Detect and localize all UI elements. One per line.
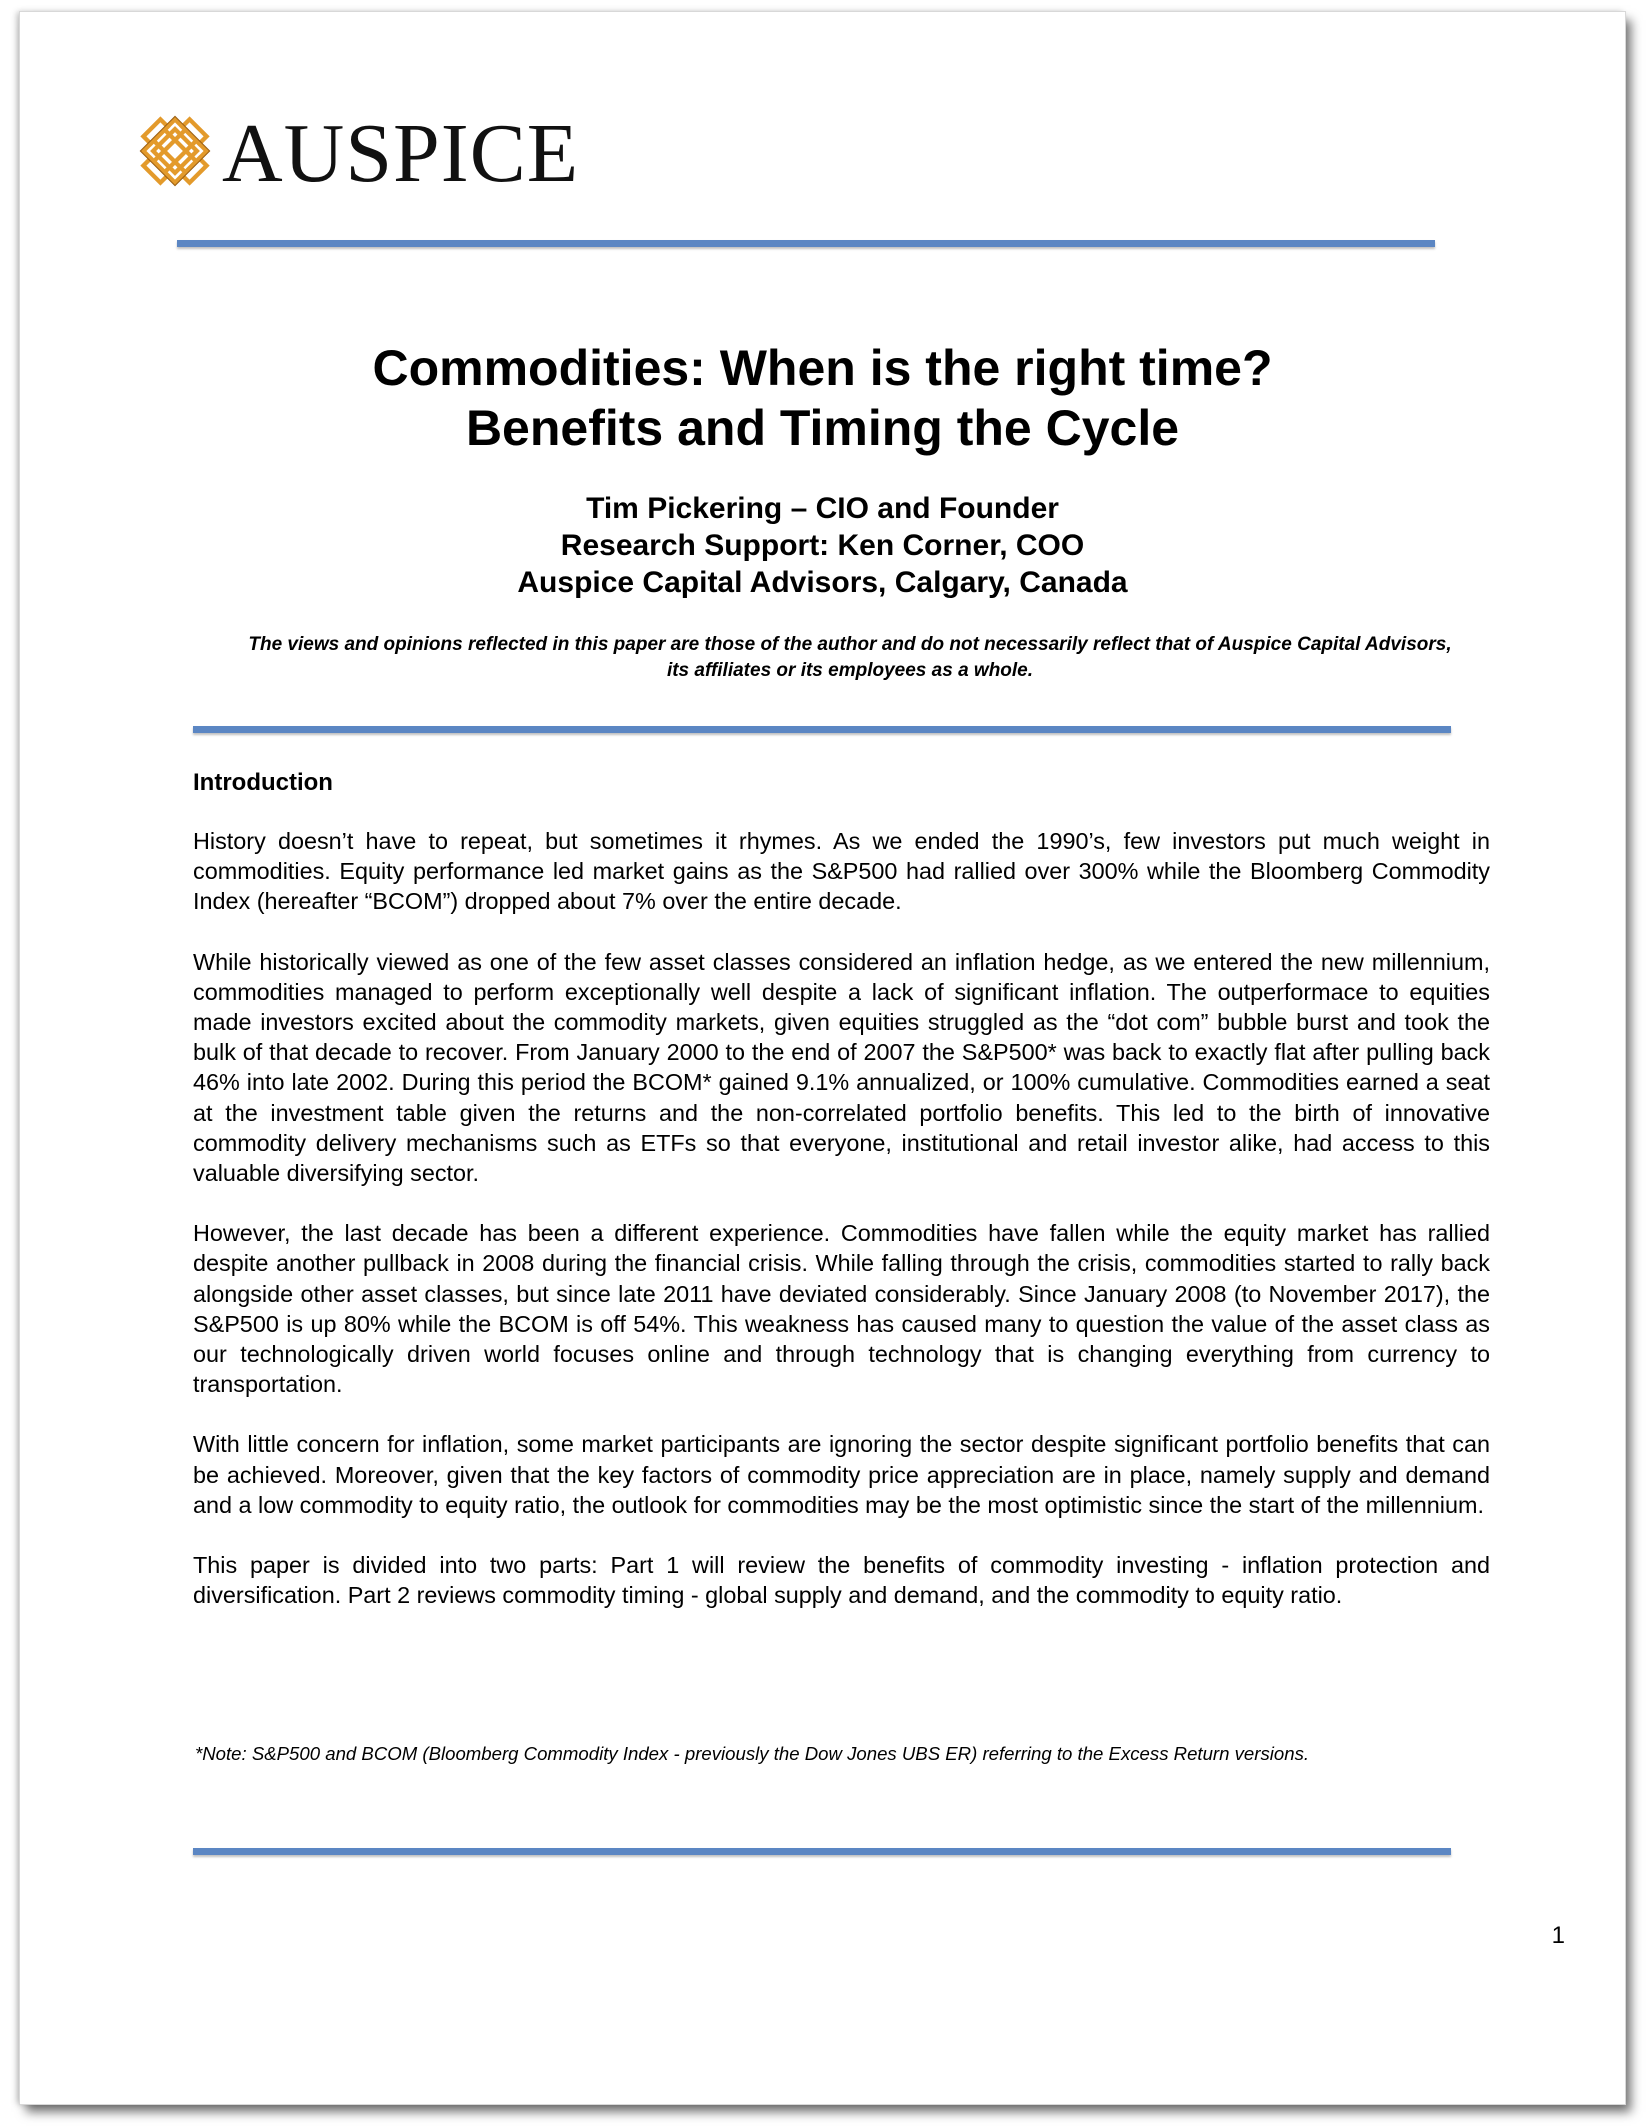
disclaimer-line-1: The views and opinions reflected in this paper are those of the author and do not necessarily reflect that of Auspice Capital Advisors, xyxy=(248,634,1452,655)
body-paragraph: With little concern for inflation, some market participants are ignoring the sector despite significant portfolio benefits that can be achieved. Moreover, given that the key factors of commodity price appreciation are in place, namely supply and demand and a low commodity to equity ratio, the outlook for commodities may be the most optimistic since the start of the millennium. xyxy=(193,1431,1490,1518)
author-block xyxy=(20,490,1625,601)
section-divider xyxy=(193,726,1451,733)
document-page xyxy=(20,12,1625,2104)
document-body xyxy=(193,768,1490,1640)
disclaimer xyxy=(200,632,1500,684)
body-paragraph: History doesn’t have to repeat, but sometimes it rhymes. As we ended the 1990’s, few investors put much weight in commodities. Equity performance led market gains as the S&P500 had rallied over 300% while the Bloomberg Commodity Index (hereafter “BCOM”) dropped about 7% over the entire decade. xyxy=(193,828,1490,915)
footer-divider xyxy=(193,1848,1451,1855)
document-title xyxy=(20,338,1625,458)
endless-knot-icon xyxy=(132,108,218,199)
author-name: Tim Pickering – CIO and Founder xyxy=(586,492,1059,525)
research-support: Research Support: Ken Corner, COO xyxy=(560,529,1085,562)
logo-wordmark: AUSPICE xyxy=(222,106,580,200)
body-paragraph: However, the last decade has been a different experience. Commodities have fallen while the equity market has rallied despite another pullback in 2008 during the financial crisis. While falling through the crisis, commodities started to rally back alongside other asset classes, but since late 2011 have deviated considerably. Since January 2008 (to November 2017), the S&P500 is up 80% while the BCOM is off 54%. This weakness has caused many to question the value of the asset class as our technologically driven world focuses online and through technology that is changing everything from currency to transportation. xyxy=(193,1220,1490,1398)
body-paragraph: While historically viewed as one of the few asset classes considered an inflation hedge, as we entered the new millennium, commodities managed to perform exceptionally well despite a lack of significant inflation. The outperformace to equities made investors excited about the commodity markets, given equities struggled as the “dot com” bubble burst and took the bulk of that decade to recover. From January 2000 to the end of 2007 the S&P500* was back to exactly flat after pulling back 46% into late 2002. During this period the BCOM* gained 9.1% annualized, or 100% cumulative. Commodities earned a seat at the investment table given the returns and the non-correlated portfolio benefits. This led to the birth of innovative commodity delivery mechanisms such as ETFs so that everyone, institutional and retail investor alike, had access to this valuable diversifying sector. xyxy=(193,948,1490,1187)
section-heading: Introduction xyxy=(193,769,333,796)
page-number: 1 xyxy=(1551,1922,1565,1949)
header-divider xyxy=(177,240,1435,247)
title-line-2: Benefits and Timing the Cycle xyxy=(465,400,1180,456)
disclaimer-line-2: its affiliates or its employees as a whole. xyxy=(666,660,1034,681)
footnote: *Note: S&P500 and BCOM (Bloomberg Commodity Index - previously the Dow Jones UBS ER) referring to the Excess Return versions. xyxy=(195,1743,1310,1764)
body-paragraph: This paper is divided into two parts: Part 1 will review the benefits of commodity investing - inflation protection and diversification. Part 2 reviews commodity timing - global supply and demand, and the commodity to equity ratio. xyxy=(193,1552,1490,1609)
affiliation: Auspice Capital Advisors, Calgary, Canada xyxy=(517,566,1128,599)
company-logo xyxy=(132,108,579,199)
title-line-1: Commodities: When is the right time? xyxy=(372,340,1273,396)
